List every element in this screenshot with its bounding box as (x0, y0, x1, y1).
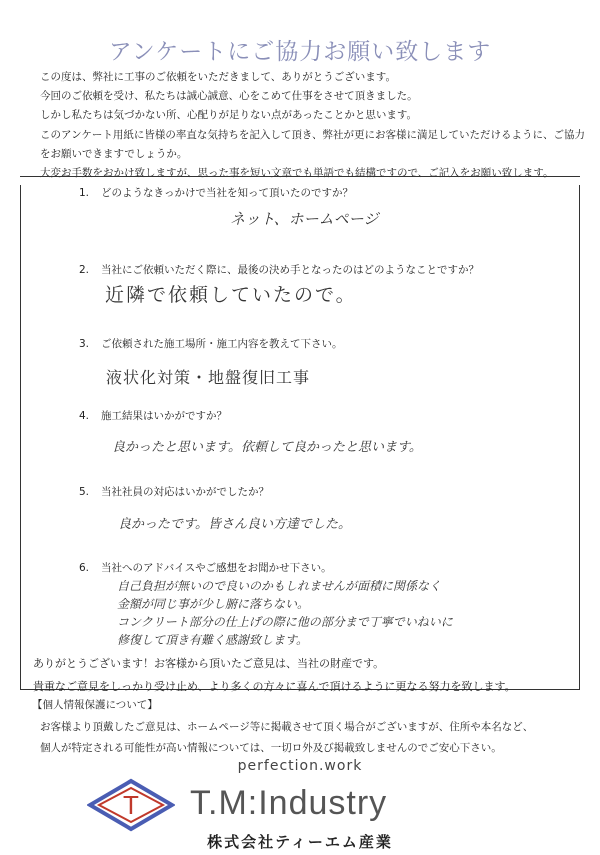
intro-line: しかし私たちは気づかない所、心配りが足りない点があったことかと思います。 (40, 109, 418, 122)
privacy-text (40, 717, 533, 759)
question-3: 3. ご依頼された施工場所・施工内容を教えて下さい。 (79, 338, 343, 350)
website-url: perfection.work (237, 758, 363, 774)
answer-1: ネット、ホームページ (230, 210, 379, 228)
answer-6 (117, 577, 453, 649)
answer-6-line: コンクリート部分の仕上げの際に他の部分まで丁寧でいねいに (117, 615, 453, 629)
privacy-line: 個人が特定される可能性が高い情報については、一切ロ外及び掲載致しませんのでご安心下さい。 (40, 742, 502, 754)
logo-letter: T (123, 790, 139, 820)
company-name: 株式会社ティーエム産業 (207, 833, 393, 851)
answer-2: 近隣で依頼していたので。 (105, 284, 357, 306)
answer-6-line: 修復して頂き有難く感謝致します。 (117, 633, 309, 647)
answer-3: 液状化対策・地盤復旧工事 (106, 368, 311, 387)
question-4: 4. 施工結果はいかがですか？ (79, 410, 227, 422)
intro-line: 大変お手数をおかけ致しますが、思った事を短い文章でも単語でも結構ですので、ご記入をお願い致します。 (40, 167, 554, 180)
closing-line: ありがとうございます！お客様から頂いたご意見は、当社の財産です。 (33, 657, 385, 670)
question-5: 5. 当社社員の対応はいかがでしたか？ (79, 486, 269, 498)
answer-6-line: 自己負担が無いので良いのかもしれませんが面積に関係なく (117, 579, 442, 593)
answer-4: 良かったと思います。依頼して良かったと思います。 (112, 440, 422, 455)
brand-name: T.M:Industry (190, 784, 388, 822)
intro-line: このアンケート用紙に皆様の率直な気持ちを記入して頂き、弊社が更にお客様に満足していただけるように、ご協力 (40, 128, 585, 141)
privacy-line: お客様より頂戴したご意見は、ホームページ等に掲載させて頂く場合がございますが、住所や本名など、 (40, 721, 534, 733)
answer-6-line: 金額が同じ事が少し腑に落ちない。 (117, 597, 310, 611)
intro-line: この度は、弊社に工事のご依頼をいただきまして、ありがとうございます。 (40, 71, 396, 83)
question-6: 6. 当社へのアドバイスやご感想をお聞かせ下さい。 (79, 562, 332, 574)
closing-line: 貴重なご意見をしっかり受け止め、より多くの方々に喜んで頂けるように更なる努力を致します。 (33, 680, 516, 693)
privacy-heading: 【個人情報保護について】 (32, 699, 158, 711)
intro-line: をお願いできますでしょうか。 (40, 147, 188, 160)
frame-divider (20, 176, 580, 177)
answer-5: 良かったです。皆さん良い方達でした。 (118, 517, 351, 532)
page-title: アンケートにご協力お願い致します (108, 39, 492, 65)
company-logo-icon (87, 778, 175, 832)
intro-line: 今回のご依頼を受け、私たちは誠心誠意、心をこめて仕事をさせて頂きました。 (40, 90, 418, 103)
intro-text (40, 68, 585, 183)
closing-message (33, 652, 516, 698)
question-1: 1. どのようなきっかけで当社を知って頂いたのですか？ (79, 187, 353, 199)
question-2: 2. 当社にご依頼いただく際に、最後の決め手となったのはどのようなことですか？ (79, 264, 479, 276)
